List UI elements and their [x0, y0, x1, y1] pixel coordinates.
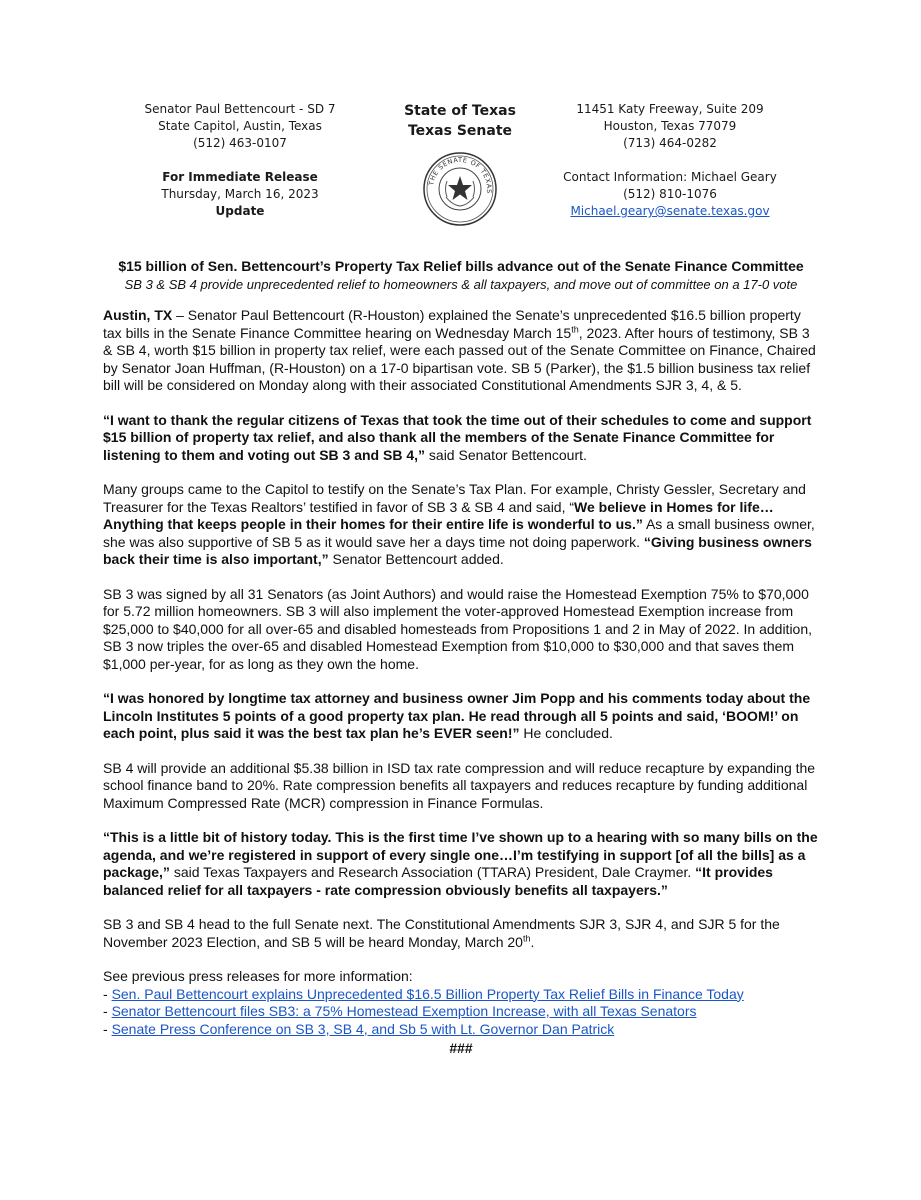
letterhead-left — [110, 101, 370, 220]
paragraph-5: “I was honored by longtime tax attorney and business owner Jim Popp and his comments today about the Lincoln Institutes 5 points of a good property tax plan. He read through all 5 points and said, ‘BOOM!’ on each point, plus said it was the best tax plan he’s EVER seen!” He concluded. — [103, 690, 811, 741]
paragraph-2: “I want to thank the regular citizens of Texas that took the time out of their schedules to come and support $15 billion of property tax relief, and also thank all the members of the Senate Finance Committee for listening to them and voting out SB 3 and SB 4,” said Senator Bettencourt. — [103, 411, 812, 463]
letterhead-center — [380, 101, 540, 227]
chamber-title: Texas Senate — [407, 123, 513, 139]
link-press-conference[interactable]: Senate Press Conference on SB 3, SB 4, and Sb 5 with Lt. Governor Dan Patrick — [111, 1020, 615, 1037]
update-label: Update — [215, 204, 265, 218]
district-address-2: Houston, Texas 77079 — [603, 119, 737, 133]
end-mark: ### — [449, 1040, 473, 1056]
paragraph-7: “This is a little bit of history today. This is the first time I’ve shown up to a hearing with so many bills on the agenda, and we’re registered in support of every single one…I’m testifying in support [of all the bills] as a package,” said Texas Taxpayers and Research Association (TTARA) President, Dale Craymer. “It provides balanced relief for all taxpayers - rate compression obviously benefits all taxpayers.” — [103, 829, 818, 898]
letterhead-right — [550, 101, 790, 220]
link-files-sb3[interactable]: Senator Bettencourt files SB3: a 75% Homestead Exemption Increase, with all Texas Senators — [111, 1003, 697, 1019]
capitol-address: State Capitol, Austin, Texas — [158, 119, 322, 133]
dateline: Austin, TX — [103, 307, 173, 323]
quote-popp: “I was honored by longtime tax attorney and business owner Jim Popp and his comments today about the Lincoln Institutes 5 points of a good property tax plan. He read through all 5 points and said, ‘BOOM!’ on each point, plus said it was the best tax plan he’s EVER seen!” — [103, 690, 811, 741]
seal-text: THE SENATE OF TEXAS — [427, 155, 494, 195]
release-label: For Immediate Release — [162, 170, 318, 184]
paragraph-3: Many groups came to the Capitol to testify on the Senate’s Tax Plan. For example, Christy Gessler, Secretary and Treasurer for the Texas Realtors’ testified in favor of SB 3 & SB 4 and said, “We believe in Homes for life…Anything that keeps people in their homes for their entire life is wonderful to us.” As a small business owner, she was also supportive of SB 5 as it would save her a days time not doing paperwork. “Giving business owners back their time is also important,” Senator Bettencourt added. — [103, 481, 815, 567]
quote-craymer: “This is a little bit of history today. This is the first time I’ve shown up to a hearing with so many bills on the agenda, and we’re registered in support of every single one…I’m testifying in support [of all the bills] as a package,” — [103, 829, 818, 880]
quote-gessler: We believe in Homes for life…Anything that keeps people in their homes for their entire life is wonderful to us.” — [103, 498, 774, 532]
senate-seal-icon — [422, 151, 498, 227]
contact-email-link[interactable]: Michael.geary@senate.texas.gov — [570, 204, 770, 218]
headline: $15 billion of Sen. Bettencourt’s Property Tax Relief bills advance out of the Senate Finance Committee — [118, 258, 804, 274]
contact-phone: (512) 810-1076 — [623, 187, 717, 201]
paragraph-1: Austin, TX – Senator Paul Bettencourt (R-Houston) explained the Senate’s unprecedented $16.5 billion property tax bills in the Senate Finance Committee hearing on Wednesday March 15th, 2023. After hours of testimony, SB 3 & SB 4, worth $15 billion in property tax relief, were each passed out of the Senate Committee on Finance, Chaired by Senator Joan Huffman, (R-Houston) on a 17-0 bipartisan vote. SB 5 (Parker), the $1.5 billion business tax relief bill will be considered on Monday along with their associated Constitutional Amendments SJR 3, 4, & 5. — [103, 307, 816, 393]
subheadline: SB 3 & SB 4 provide unprecedented relief to homeowners & all taxpayers, and move out of committee on a 17-0 vote — [124, 276, 798, 292]
senator-name: Senator Paul Bettencourt - SD 7 — [144, 102, 336, 116]
paragraph-8: SB 3 and SB 4 head to the full Senate next. The Constitutional Amendments SJR 3, SJR 4, and SJR 5 for the November 2023 Election, and SB 5 will be heard Monday, March 20th. — [103, 916, 780, 950]
district-address-1: 11451 Katy Freeway, Suite 209 — [576, 102, 764, 116]
paragraph-4: SB 3 was signed by all 31 Senators (as Joint Authors) and would raise the Homestead Exemption 75% to $70,000 for 5.72 million homeowners. SB 3 will also implement the voter-approved Homestead Exemption increase from $25,000 to $40,000 for all over-65 and disabled homesteads from Propositions 1 and 2 in May of 2022. In addition, SB 3 now triples the over-65 and disabled Homestead Exemption from $10,000 to $30,000 and that saves them $1,000 per-year, for as long as they own the home. — [103, 585, 813, 672]
press-release-body — [103, 258, 819, 1058]
contact-name: Contact Information: Michael Geary — [563, 170, 777, 184]
paragraph-6: SB 4 will provide an additional $5.38 billion in ISD tax rate compression and will reduce recapture by expanding the school finance band to 20%. Rate compression benefits all taxpayers and reduces recapture by funding additional Maximum Compressed Rate (MCR) compression in Finance Formulas. — [103, 759, 816, 811]
capitol-phone: (512) 463-0107 — [193, 136, 287, 150]
state-title: State of Texas — [404, 103, 516, 119]
quote-business-owners: “Giving business owners back their time is also important,” — [103, 533, 812, 567]
link-item: - Senate Press Conference on SB 3, SB 4, and Sb 5 with Lt. Governor Dan Patrick — [103, 1020, 615, 1037]
link-item: - Sen. Paul Bettencourt explains Unprecedented $16.5 Billion Property Tax Relief Bills in Finance Today — [103, 985, 744, 1002]
district-phone: (713) 464-0282 — [623, 136, 717, 150]
quote-craymer-2: “It provides balanced relief for all taxpayers - rate compression obviously benefits all taxpayers.” — [103, 864, 773, 898]
link-item: - Senator Bettencourt files SB3: a 75% Homestead Exemption Increase, with all Texas Senators — [103, 1003, 697, 1019]
release-date: Thursday, March 16, 2023 — [161, 187, 319, 201]
quote-bettencourt: “I want to thank the regular citizens of Texas that took the time out of their schedules to come and support $15 billion of property tax relief, and also thank all the members of the Senate Finance Committee for listening to them and voting out SB 3 and SB 4,” — [103, 411, 812, 463]
link-finance-today[interactable]: Sen. Paul Bettencourt explains Unprecedented $16.5 Billion Property Tax Relief Bills in Finance Today — [111, 985, 744, 1002]
links-intro: See previous press releases for more information: — [103, 968, 413, 984]
